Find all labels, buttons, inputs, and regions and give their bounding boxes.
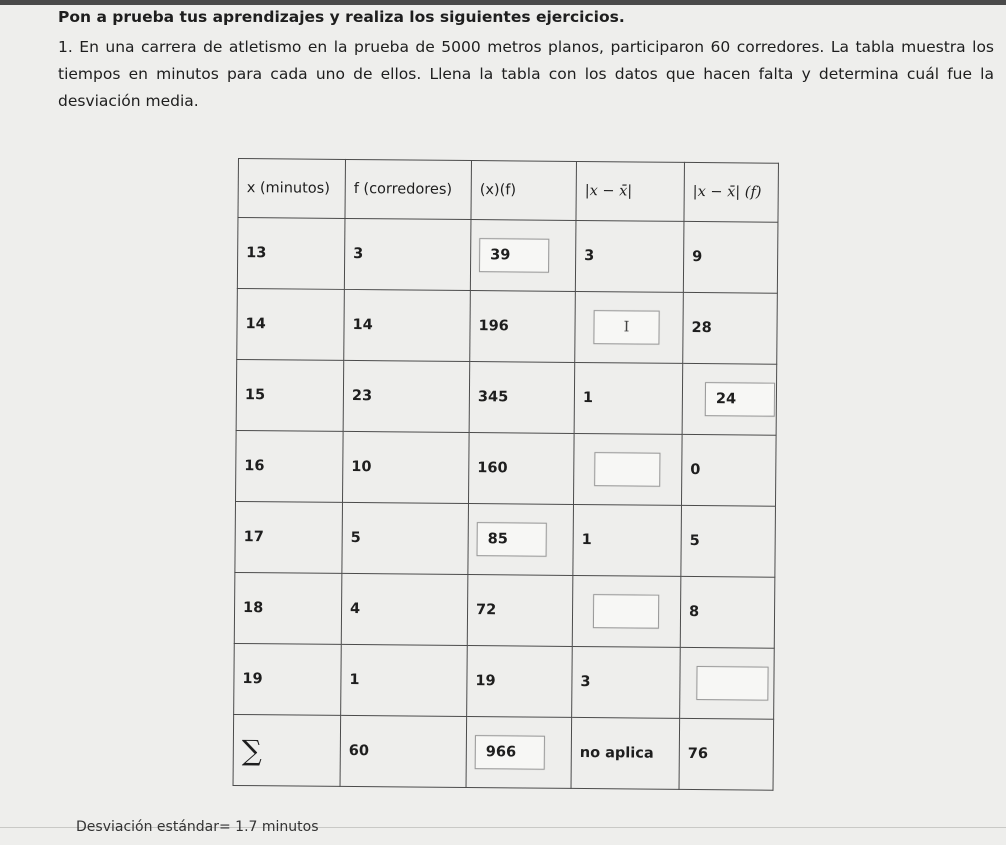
cell-devf: 5	[681, 505, 776, 577]
cell-f: 3	[344, 218, 471, 290]
cell-xf: 160	[468, 433, 574, 505]
cell-devf: 8	[680, 576, 775, 648]
answer-box-dev-empty[interactable]	[593, 310, 659, 345]
cell-devf	[680, 647, 775, 719]
sigma-icon: ∑	[241, 733, 262, 767]
header-abs-deviation-times-f: |x − x̄| (f)	[684, 162, 779, 222]
sum-dev: no aplica	[571, 717, 680, 789]
table-row	[235, 501, 776, 577]
instructions-heading: Pon a prueba tus aprendizajes y realiza los siguientes ejercicios.	[58, 8, 625, 26]
cell-x: 13	[237, 218, 345, 290]
cell-dev: 3	[575, 220, 684, 292]
cell-f: 23	[343, 360, 470, 432]
cell-x: 17	[235, 501, 343, 573]
sum-symbol-cell	[233, 714, 341, 786]
cell-dev	[573, 433, 682, 505]
sum-devf: 76	[679, 718, 774, 790]
cell-xf	[468, 504, 574, 576]
cell-dev: 1	[573, 504, 682, 576]
header-x: x (minutos)	[238, 159, 346, 219]
header-abs-deviation: |x − x̄|	[576, 161, 685, 221]
table-sum-row	[233, 714, 774, 790]
table-row	[236, 359, 777, 435]
answer-box-dev-empty[interactable]	[594, 452, 660, 487]
cell-f: 1	[341, 644, 468, 716]
cell-xf: 345	[469, 362, 575, 434]
text-cursor-icon: I	[623, 319, 630, 336]
cell-x: 16	[236, 430, 344, 502]
cell-x: 19	[234, 643, 342, 715]
cell-xf: 72	[467, 575, 573, 647]
exercise-line-1: 1. En una carrera de atletismo en la prueba de 5000 metros planos, participaron 60 corredores. La tabla muestra los	[58, 38, 994, 56]
cell-devf: 28	[683, 292, 778, 364]
frequency-table	[233, 158, 779, 791]
cell-f: 10	[342, 431, 469, 503]
cell-x: 15	[236, 359, 344, 431]
sum-xf-cell	[466, 717, 572, 789]
answer-box-dev-empty[interactable]	[593, 594, 659, 629]
exercise-line-rest: tiempos en minutos para cada uno de ellos. Llena la tabla con los datos que hacen falta y determina cuál fue la desviación media.	[58, 65, 994, 110]
exercise-statement	[58, 34, 994, 115]
top-border	[0, 0, 1006, 5]
cell-f: 5	[342, 502, 469, 574]
answer-box-xf[interactable]: 39	[479, 238, 549, 273]
cell-f: 4	[341, 573, 468, 645]
table-row	[236, 430, 777, 506]
cell-dev	[575, 291, 684, 363]
standard-deviation-result: Desviación estándar= 1.7 minutos	[76, 819, 319, 835]
cell-xf: 19	[467, 646, 573, 718]
cell-devf: 9	[683, 221, 778, 293]
header-f: f (corredores)	[345, 159, 472, 219]
cell-x: 14	[237, 288, 345, 360]
table-row	[237, 218, 778, 294]
cell-xf	[470, 220, 576, 292]
table-row	[234, 643, 775, 719]
table-header-row	[238, 159, 778, 223]
cell-dev: 1	[574, 362, 683, 434]
cell-f: 14	[344, 289, 471, 361]
answer-box-xf[interactable]: 85	[477, 522, 547, 557]
cell-xf: 196	[470, 291, 576, 363]
cell-devf: 0	[681, 434, 776, 506]
answer-box-devf-empty[interactable]	[696, 666, 768, 701]
cell-x: 18	[234, 572, 342, 644]
answer-box-devf[interactable]: 24	[705, 382, 775, 417]
header-xf: (x)(f)	[471, 161, 577, 221]
cell-devf	[682, 363, 777, 435]
table-row	[234, 572, 775, 648]
sum-f: 60	[340, 715, 467, 787]
cell-dev	[572, 575, 681, 647]
table-row	[237, 288, 778, 364]
cell-dev: 3	[572, 646, 681, 718]
answer-box-sum-xf[interactable]: 966	[475, 735, 545, 770]
